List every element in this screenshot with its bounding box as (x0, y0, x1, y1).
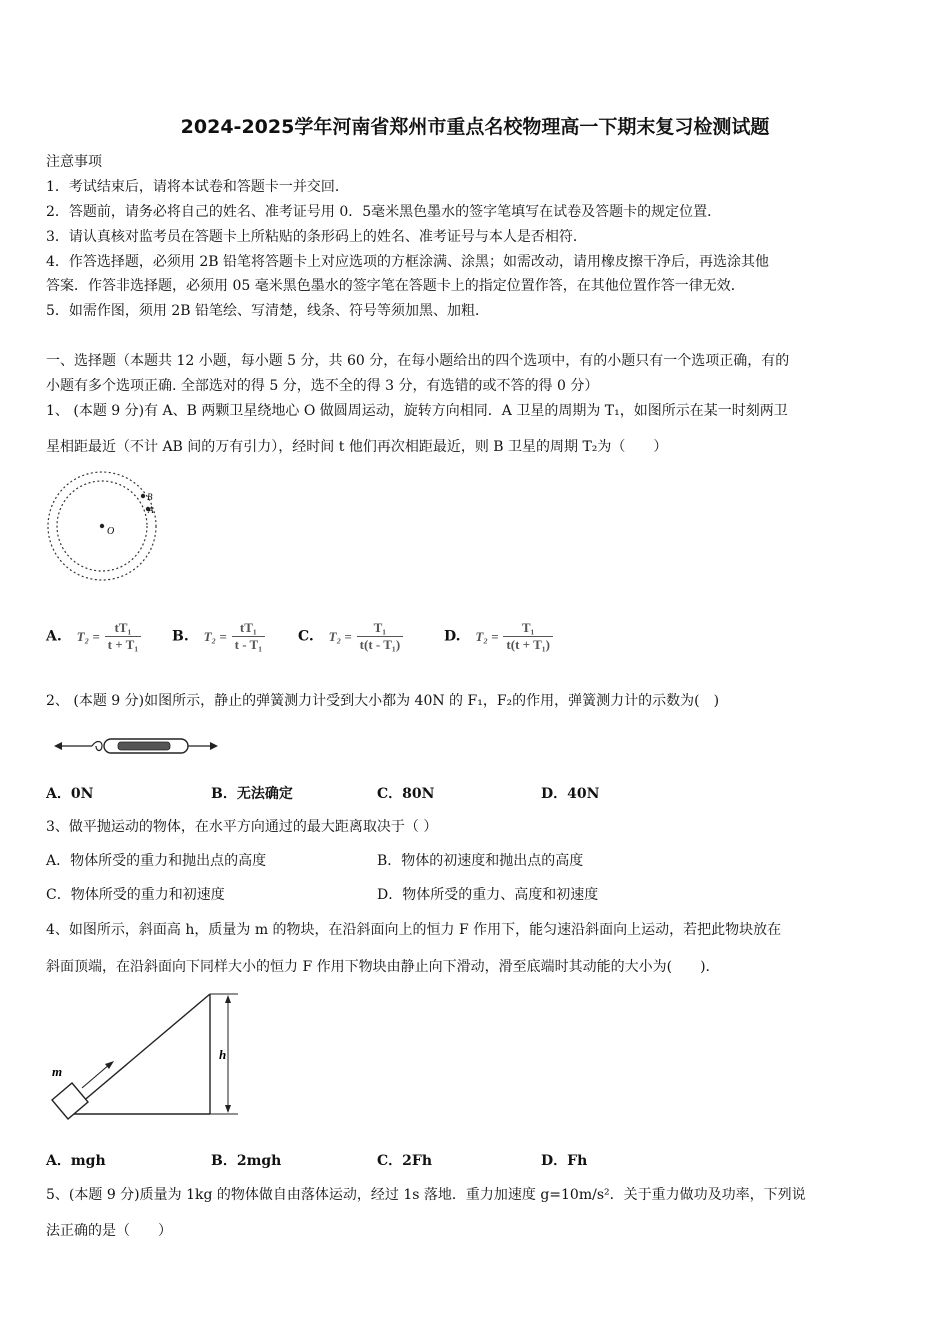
option-letter: C. (298, 628, 314, 645)
option-letter: D. (444, 628, 461, 645)
right-arrow-icon (210, 742, 218, 750)
label-h: h (219, 1047, 227, 1062)
label-m: m (52, 1064, 63, 1079)
q2-option-b[interactable]: B．无法确定 (211, 786, 293, 802)
notice-item: 答案．作答非选择题，必须用 05 毫米黑色墨水的签字笔在答题卡上的指定位置作答，在其他位置作答一律无效． (46, 278, 745, 294)
q3-option-b[interactable]: B．物体的初速度和抛出点的高度 (377, 853, 584, 869)
q4-option-c[interactable]: C．2Fh (377, 1153, 433, 1169)
q2-option-a[interactable]: A．0N (46, 786, 94, 802)
fraction (105, 620, 142, 653)
notice-item: 2．答题前，请务必将自己的姓名、准考证号用 0．5毫米黑色墨水的签字笔填写在试卷及答题卡的规定位置． (46, 204, 722, 220)
q2-stem: 2、 (本题 9 分)如图所示，静止的弹簧测力计受到大小都为 40N 的 F₁，F₂的作用，弹簧测力计的示数为( ) (46, 693, 720, 709)
height-arrow-bottom-icon (225, 1105, 231, 1113)
fraction (503, 620, 553, 653)
fraction-denominator: t + T₁ (107, 637, 139, 652)
fraction-denominator: t(t - T₁) (359, 637, 401, 652)
option-lhs: T₂ = (475, 628, 499, 644)
q5-stem: 5、(本题 9 分)质量为 1kg 的物体做自由落体运动，经过 1s 落地．重力加速度 g=10m/s²．关于重力做功及功率，下列说 (46, 1187, 806, 1203)
q1-stem: 1、 (本题 9 分)有 A、B 两颗卫星绕地心 O 做圆周运动，旋转方向相同．A 卫星的周期为 T₁，如图所示在某一时刻两卫 (46, 403, 788, 419)
q1-orbit-figure (44, 470, 164, 585)
option-lhs: T₂ = (76, 628, 100, 644)
q1-option-c[interactable] (298, 620, 403, 653)
fraction-numerator: T₁ (357, 620, 403, 637)
notice-item: 4．作答选择题，必须用 2B 铅笔将答题卡上对应选项的方框涂满、涂黑；如需改动，请用橡皮擦干净后，再选涂其他 (46, 254, 769, 270)
fraction-numerator: T₁ (503, 620, 553, 637)
notice-item: 3．请认真核对监考员在答题卡上所粘贴的条形码上的姓名、准考证号与本人是否相符． (46, 229, 587, 245)
q2-option-d[interactable]: D．40N (541, 786, 600, 802)
notice-item: 1．考试结束后，请将本试卷和答题卡一并交回． (46, 179, 349, 195)
left-hook-icon (92, 742, 102, 751)
q3-stem: 3、做平抛运动的物体，在水平方向通过的最大距离取决于（ ） (46, 819, 438, 835)
q3-option-c[interactable]: C．物体所受的重力和初速度 (46, 887, 225, 903)
fraction-denominator: t(t + T₁) (506, 637, 550, 652)
q1-option-b[interactable] (172, 620, 265, 653)
fraction-denominator: t - T₁ (234, 637, 263, 652)
q4-incline-figure (44, 988, 254, 1120)
option-lhs: T₂ = (328, 628, 352, 644)
fraction-numerator: tT₁ (105, 620, 142, 637)
fraction (232, 620, 266, 653)
scale-inner (118, 742, 170, 750)
force-arrow-line (82, 1064, 110, 1088)
satellite-b (141, 494, 145, 498)
height-arrow-top-icon (225, 995, 231, 1003)
q4-option-b[interactable]: B．2mgh (211, 1153, 282, 1169)
label-b: B (147, 492, 153, 502)
center-point-o (100, 524, 104, 528)
label-o: O (107, 526, 115, 537)
notice-item: 5．如需作图，须用 2B 铅笔绘、写清楚，线条、符号等须加黑、加粗． (46, 303, 490, 319)
option-lhs: T₂ = (203, 628, 227, 644)
fraction-numerator: tT₁ (232, 620, 266, 637)
q1-stem-cont: 星相距最近（不计 AB 间的万有引力），经时间 t 他们再次相距最近，则 B 卫星的周期 T₂为（ ） (46, 439, 668, 455)
section-heading: 一、选择题（本题共 12 小题，每小题 5 分，共 60 分，在每小题给出的四个选项中，有的小题只有一个选项正确，有的 (46, 353, 790, 369)
incline-slope (68, 994, 210, 1114)
fraction (357, 620, 403, 653)
q4-stem-cont: 斜面顶端，在沿斜面向下同样大小的恒力 F 作用下物块由静止向下滑动，滑至底端时其动能的大小为( ). (46, 959, 710, 975)
page-title: 2024-2025学年河南省郑州市重点名校物理高一下期末复习检测试题 (180, 116, 770, 138)
option-letter: A. (46, 628, 62, 645)
label-a: A (148, 505, 154, 515)
q3-option-d[interactable]: D．物体所受的重力、高度和初速度 (377, 887, 599, 903)
notice-heading: 注意事项 (46, 154, 102, 170)
q4-stem: 4、如图所示，斜面高 h，质量为 m 的物块，在沿斜面向上的恒力 F 作用下，能匀速沿斜面向上运动，若把此物块放在 (46, 922, 782, 938)
q5-stem-cont: 法正确的是（ ） (46, 1223, 172, 1239)
q1-option-d[interactable] (444, 620, 553, 653)
q4-option-a[interactable]: A．mgh (46, 1153, 106, 1169)
option-letter: B. (172, 628, 189, 645)
q2-option-c[interactable]: C．80N (377, 786, 435, 802)
q3-option-a[interactable]: A．物体所受的重力和抛出点的高度 (46, 853, 267, 869)
q4-option-d[interactable]: D．Fh (541, 1153, 588, 1169)
section-heading-cont: 小题有多个选项正确. 全部选对的得 5 分，选不全的得 3 分，有选错的或不答的得 0 分） (46, 378, 599, 394)
q2-spring-scale-figure (52, 730, 222, 762)
q1-option-a[interactable] (46, 620, 141, 653)
left-arrow-icon (54, 742, 62, 750)
